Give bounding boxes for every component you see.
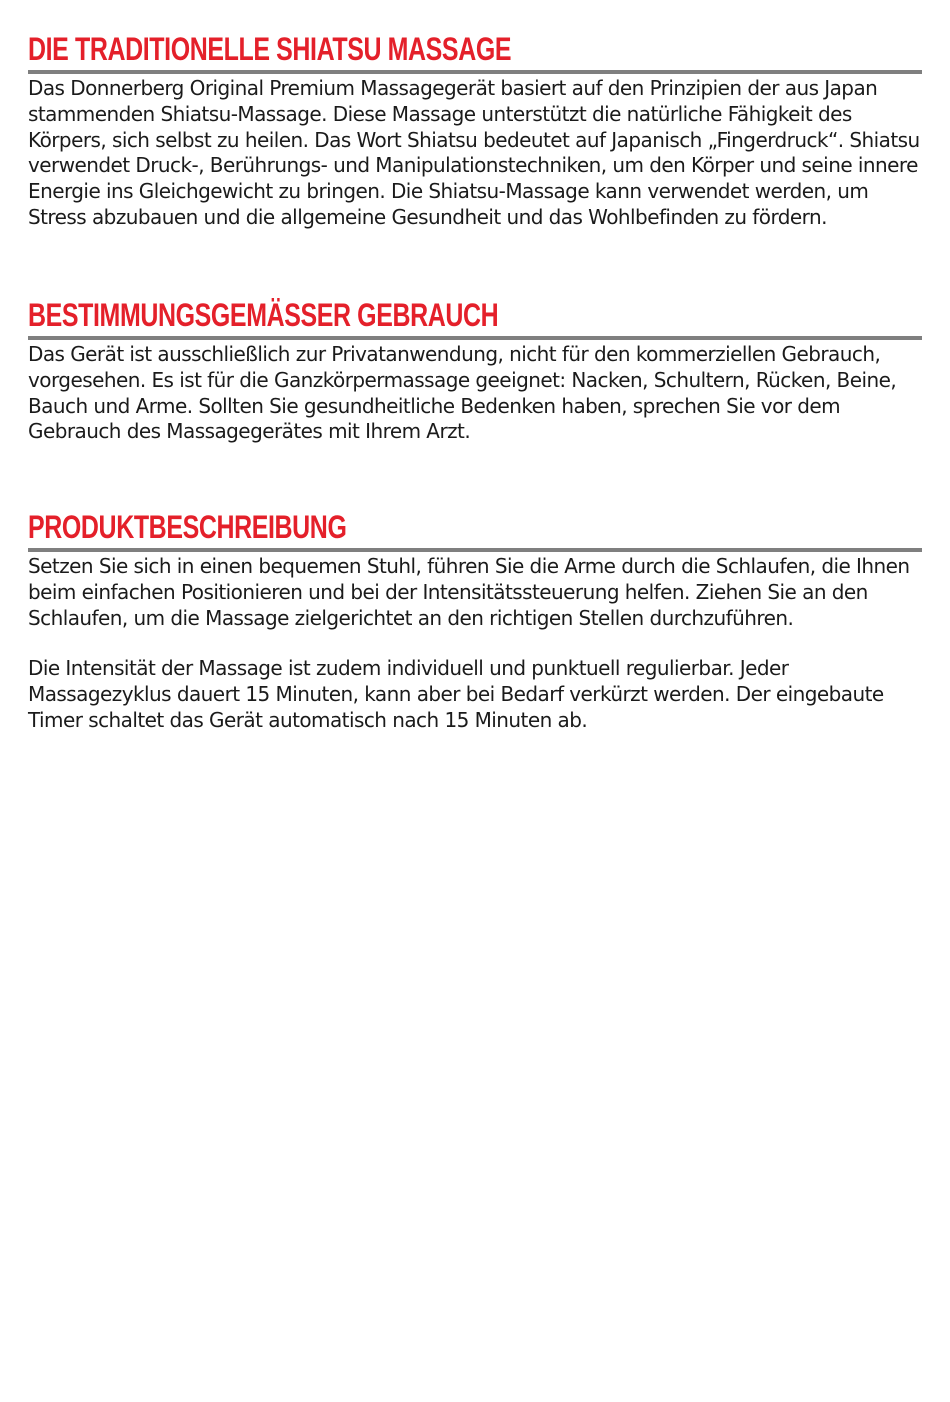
section-shiatsu — [28, 30, 922, 231]
section-divider — [28, 548, 922, 552]
section-paragraph: Das Donnerberg Original Premium Massagegerät basiert auf den Prinzipien der aus Japan stammenden Shiatsu-Massage. Diese Massage unterstützt die natürliche Fähigkeit des Körpers, sich selbst zu heilen. Das Wort Shiatsu bedeutet auf Japanisch „Fingerdruck“. Shiatsu verwendet Druck-, Berührungs- und Manipulationstechniken, um den Körper und seine innere Energie ins Gleichgewicht zu bringen. Die Shiatsu-Massage kann verwendet werden, um Stress abzubauen und die allgemeine Gesundheit und das Wohlbefinden zu fördern. — [28, 76, 920, 229]
section-divider — [28, 70, 922, 74]
section-heading: PRODUKTBESCHREIBUNG — [28, 509, 347, 545]
section-heading: BESTIMMUNGSGEMÄSSER GEBRAUCH — [28, 297, 499, 333]
section-intended-use — [28, 296, 922, 445]
section-divider — [28, 336, 922, 340]
section-heading: DIE TRADITIONELLE SHIATSU MASSAGE — [28, 31, 512, 67]
section-product-description — [28, 508, 922, 734]
section-paragraph: Setzen Sie sich in einen bequemen Stuhl, führen Sie die Arme durch die Schlaufen, die Ihnen beim einfachen Positionieren und bei der Intensitätssteuerung helfen. Ziehen Sie an den Schlaufen, um die Massage zielgerichtet an den richtigen Stellen durchzuführen. — [28, 554, 910, 630]
section-paragraph: Die Intensität der Massage ist zudem individuell und punktuell regulierbar. Jeder Massagezyklus dauert 15 Minuten, kann aber bei Bedarf verkürzt werden. Der eingebaute Timer schaltet das Gerät automatisch nach 15 Minuten ab. — [28, 656, 884, 732]
section-paragraph: Das Gerät ist ausschließlich zur Privatanwendung, nicht für den kommerziellen Gebrauch, vorgesehen. Es ist für die Ganzkörpermassage geeignet: Nacken, Schultern, Rücken, Beine, Bauch und Arme. Sollten Sie gesundheitliche Bedenken haben, sprechen Sie vor dem Gebrauch des Massagegerätes mit Ihrem Arzt. — [28, 342, 897, 444]
